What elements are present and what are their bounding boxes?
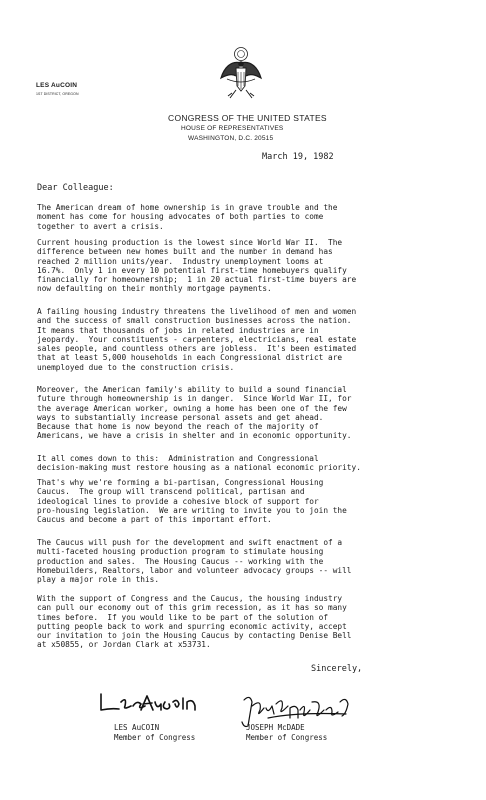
signature-aucoin [97,688,202,714]
salutation: Dear Colleague: [37,183,114,193]
paragraph-7: The Caucus will push for the development and swift enactment of a multi-faceted housing production program to stimulate housing production and sales. The Housing Caucus -- working with the Homebuilders, Realtors, labor and volunteer advocacy groups -- will play a major role in this. [37,538,352,585]
letterhead-address: WASHINGTON, D.C. 20515 [188,135,274,142]
signatory-1-name: LES AuCOIN [114,723,160,732]
paragraph-6: That's why we're forming a bi-partisan, Congressional Housing Caucus. The group will transcend political, partisan and ideological lines to provide a cohesive block of support for pro-housing legislation. We are writing to invite you to join the Caucus and become a part of this important effort. [37,478,347,525]
letterhead-institution: CONGRESS OF THE UNITED STATES [168,113,327,123]
letterhead-chamber: HOUSE OF REPRESENTATIVES [181,125,284,132]
paragraph-3: A failing housing industry threatens the livelihood of men and women and the success of small construction businesses across the nation. It means that thousands of jobs in related industries are in jeopardy. Your constituents - carpenters, electricians, real estate sales people, and countless others are jobless. It's been estimated that at least 5,000 households in each Congressional district are unemployed due to the construction crisis. [37,307,357,372]
great-seal-eagle-icon [219,46,263,104]
sender-name: LES AuCOIN [36,82,78,89]
closing: Sincerely, [311,664,363,674]
letter-date: March 19, 1982 [262,152,334,162]
paragraph-8: With the support of Congress and the Caucus, the housing industry can pull our economy out of this grim recession, as it has so many times before. If you would like to be part of the solution of putting people back to work and spurring economic activity, accept our invitation to join the Housing Caucus by contacting Denise Bell at x50855, or Jordan Clark at x53731. [37,594,352,650]
signatory-2-title: Member of Congress [246,733,328,742]
paragraph-4: Moreover, the American family's ability to build a sound financial future through homeownership is in danger. Since World War II, for the average American worker, owning a home has been one of the few ways to substantially increase personal assets and get ahead. Because that home is now beyond the reach of the majority of Americans, we have a crisis in shelter and in economic opportunity. [37,385,352,441]
paragraph-1: The American dream of home ownership is in grave trouble and the moment has come for housing advocates of both parties to come together to avert a crisis. [37,203,338,231]
signatory-1-title: Member of Congress [114,733,196,742]
signatory-2-name: JOSEPH McDADE [246,723,305,732]
paragraph-2: Current housing production is the lowest since World War II. The difference between new homes built and the number in demand has reached 2 million units/year. Industry unemployment looms at 16.7%. Only 1 in every 10 potential first-time homebuyers qualify financially for homeownership; 1 in 20 actual first-time buyers are now defaulting on their monthly mortgage payments. [37,238,357,294]
sender-district: 1ST DISTRICT, OREGON [36,92,79,96]
paragraph-5: It all comes down to this: Administration and Congressional decision-making must restore housing as a national economic priority. [37,454,361,473]
